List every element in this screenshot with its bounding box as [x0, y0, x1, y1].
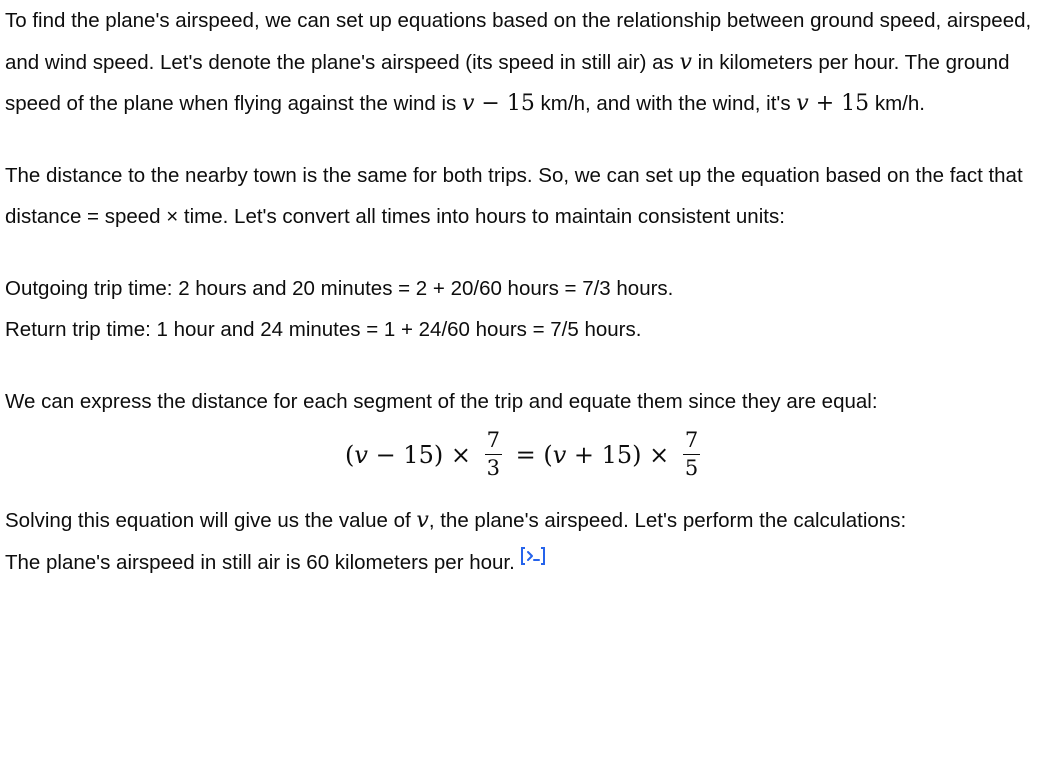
eq-lhs-var: v [354, 440, 368, 469]
return-trip-line: Return trip time: 1 hour and 24 minutes = 1 + 24/60 hours = 7/5 hours. [5, 318, 642, 341]
fraction-7-5 [683, 430, 700, 479]
distance-paragraph: The distance to the nearby town is the same for both trips. So, we can set up the equation based on the fact that distance = speed × time. Let's convert all times into hours to maintain consistent units: [5, 163, 1023, 228]
solving-text-1: Solving this equation will give us the value of [5, 509, 417, 532]
frac2-numerator: 7 [684, 428, 699, 452]
eq-rhs-var: v [552, 440, 567, 469]
intro-text-2: in kilometers per hour. The ground speed of the plane when flying against the wind is [5, 50, 1010, 115]
math-var-v-2: v [416, 508, 429, 533]
frac1-numerator: 7 [486, 428, 500, 452]
solving-text-2: , the plane's airspeed. Let's perform the calculations: [428, 509, 907, 532]
answer-content [5, 0, 1050, 584]
intro-text-1: To find the plane's airspeed, we can set up equations based on the relationship between ground speed, airspeed, and wind speed. Let's denote the plane's airspeed (its speed in still air) as [5, 9, 1032, 74]
intro-paragraph [5, 0, 1050, 125]
math-expr-against-wind: v − 15 [462, 91, 535, 116]
math-var-v: v [679, 49, 692, 75]
equate-paragraph: We can express the distance for each segment of the trip and equate them since they are equal: [5, 389, 878, 413]
eq-rhs-rest: + 15) × [566, 440, 677, 469]
intro-text-4: km/h. [869, 92, 925, 115]
solving-paragraph [5, 500, 1050, 542]
eq-equals: = ( [507, 440, 553, 469]
display-equation [5, 422, 1050, 500]
frac1-denominator: 3 [486, 456, 500, 480]
frac2-denominator: 5 [684, 456, 699, 480]
intro-text-3: km/h, and with the wind, it's [534, 92, 797, 115]
eq-lhs-rest: − 15) × [367, 440, 479, 469]
math-expr-with-wind: v + 15 [796, 91, 870, 116]
final-answer-text: The plane's airspeed in still air is 60 kilometers per hour. [5, 550, 515, 574]
fraction-7-3 [485, 430, 502, 479]
final-answer-line [5, 542, 1050, 584]
outgoing-trip-line: Outgoing trip time: 2 hours and 20 minutes = 2 + 20/60 hours = 7/3 hours. [5, 276, 674, 300]
eq-lhs-open: ( [345, 440, 355, 469]
code-interpreter-icon[interactable] [519, 540, 547, 582]
